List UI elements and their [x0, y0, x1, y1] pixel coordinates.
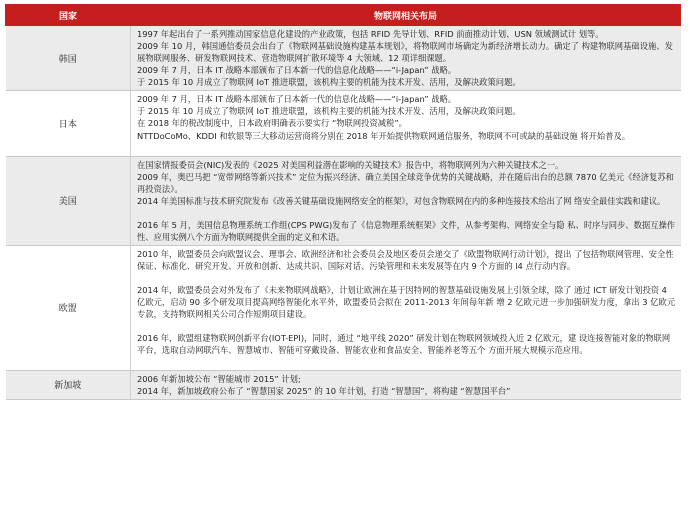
iot-policy-table — [5, 4, 681, 400]
policy-table-container — [5, 4, 680, 400]
desc-line: 2010 年，欧盟委员会向欧盟议会、理事会、欧洲经济和社会委员会及地区委员会递交了《欧盟物联网行动计划》，提出 了包括物联网管理、安全性保证、标准化、研究开发、开放和创新、达成共识、国际对话、污染管理和未来发展等在内 9 个方面的 l4 点行动内容。 — [137, 248, 674, 271]
table-row-korea — [6, 26, 681, 91]
desc-line: 2009 年 7 月，日本 IT 战略本部颁布了日本新一代的信息化战略——“i-Japan” 战略。 — [137, 94, 457, 105]
country-cell: 韩国 — [6, 26, 131, 91]
table-header-row — [6, 5, 681, 26]
description-cell — [131, 370, 681, 399]
description-cell — [131, 156, 681, 245]
desc-line: 在国家情报委员会(NIC)发表的《2025 对美国利益潜在影响的关键技术》报告中，将物联网列为六种关键技术之一。 — [137, 159, 564, 170]
table-row-japan — [6, 91, 681, 156]
desc-line: NTTDoCoMo、KDDI 和软银等三大移动运营商将分别在 2018 年开始提供物联网通信服务，物联网不可或缺的基础设施 将开始普及。 — [137, 130, 631, 141]
header-country: 国家 — [6, 5, 131, 26]
description-cell — [131, 245, 681, 370]
description-cell — [131, 91, 681, 156]
desc-line: 2016 年，欧盟组建物联网创新平台(IOT-EPI)，同时，通过 “地平线 2020” 研发计划在物联网领域投入近 2 亿欧元，建 设连接智能对象的物联网平台，选取自动网联汽车、智慧城市、智能可穿戴设备、智能农业和食品安全、智能养老等五个 方面开展大规模示范应用。 — [137, 332, 671, 355]
table-row-singapore — [6, 370, 681, 399]
desc-line: 2014 年美国标准与技术研究院发布《改善关键基础设施网络安全的框架》，对包含物联网在内的多种连接技术给出了网 络安全最佳实践和建议。 — [137, 195, 666, 206]
desc-line: 于 2015 年 10 月成立了物联网 IoT 推进联盟，该机构主要的机能为技术开发、活用，及解决政策问题。 — [137, 106, 521, 117]
country-cell: 美国 — [6, 156, 131, 245]
description-cell — [131, 26, 681, 91]
desc-line: 2014 年，新加坡政府公布了 “智慧国家 2025” 的 10 年计划，打造 “智慧国”，将构建 “智慧国平台” — [137, 385, 511, 396]
table-row-eu — [6, 245, 681, 370]
desc-line: 2009 年，奥巴马把 “宽带网络等新兴技术” 定位为振兴经济、确立美国全球竞争优势的关键战略，并在随后出台的总额 7870 亿美元《经济复苏和再投资法》。 — [137, 171, 674, 194]
desc-line: 2014 年，欧盟委员会对外发布了《未来物联网战略》，计划让欧洲在基于因特网的智慧基础设施发展上引领全球，除了 通过 ICT 研发计划投资 4 亿欧元，启动 90 多个研发项目提高网络智能化水平外，欧盟委员会拟在 2011-2013 年间每年新 增 2 亿欧元进一步加强研发力度，拿出 3 亿欧元专款，支持物联网相关公司合作短期项目建设。 — [137, 284, 676, 319]
country-cell: 欧盟 — [6, 245, 131, 370]
desc-line: 在 2018 年的税改制度中，日本政府明确表示要实行 “物联网投资减税”。 — [137, 118, 407, 129]
desc-line: 2016 年 5 月，美国信息物理系统工作组(CPS PWG)发布了《信息物理系统框架》文件，从参考架构、网络安全与隐 私、时序与同步、数据互操作性、应用实例八个方面为物联网提供全面的定义和术语。 — [137, 219, 676, 242]
desc-line: 1997 年起出台了一系列推动国家信息化建设的产业政策，包括 RFID 先导计划、RFID 前面推动计划、USN 领域测试计 划等。 — [137, 29, 604, 39]
desc-line: 2009 年 7 月，日本 IT 战略本部颁布了日本新一代的信息化战略——“i-Japan” 战略。 — [137, 65, 457, 76]
desc-line: 2006 年新加坡公布 “智能城市 2015” 计划; — [137, 373, 301, 384]
table-row-usa — [6, 156, 681, 245]
header-layout: 物联网相关布局 — [131, 5, 681, 26]
desc-line: 于 2015 年 10 月成立了物联网 IoT 推进联盟，该机构主要的机能为技术开发、活用，及解决政策问题。 — [137, 77, 521, 88]
country-cell: 日本 — [6, 91, 131, 156]
country-cell: 新加坡 — [6, 370, 131, 399]
desc-line: 2009 年 10 月，韩国通信委员会出台了《物联网基础设施构建基本规划》，将物联网市场确定为新经济增长动力。确定了 构建物联网基础设施、发展物联网服务、研发物联网技术、营造物联网扩散环境等 4 大领域、12 项详细课题。 — [137, 41, 673, 64]
